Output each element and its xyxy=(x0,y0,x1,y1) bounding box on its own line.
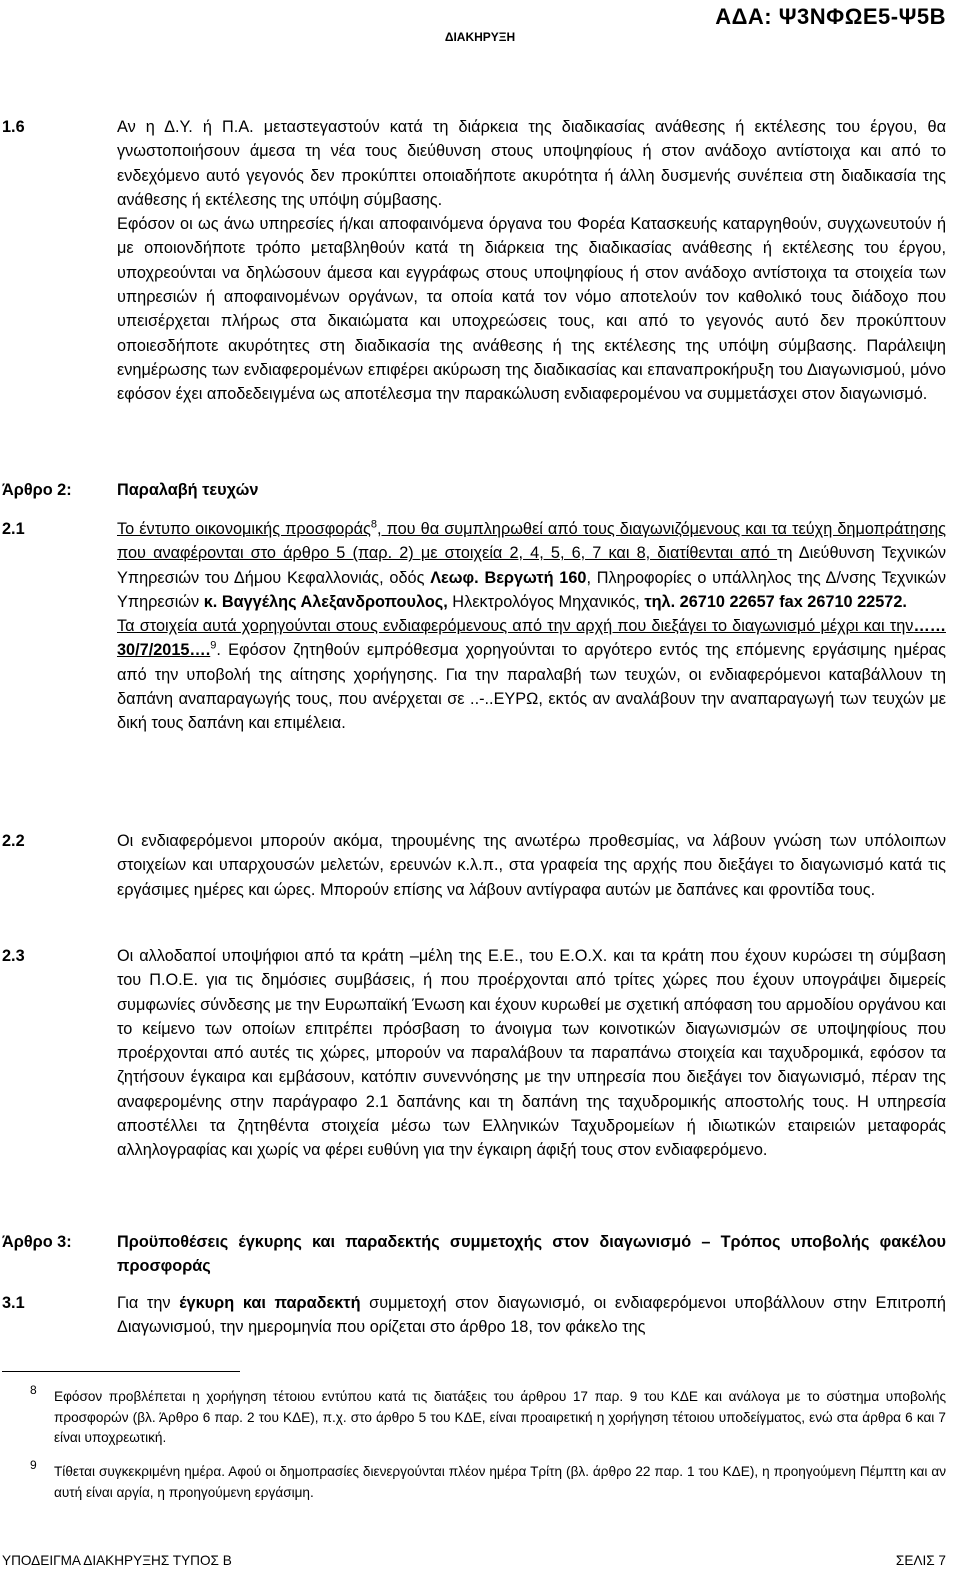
contact-person: κ. Βαγγέλης Αλεξανδροπουλος, xyxy=(203,592,448,611)
section-2-1-paragraph-1 xyxy=(117,517,946,614)
footnote-divider xyxy=(2,1371,240,1372)
article-3-title: Προϋποθέσεις έγκυρης και παραδεκτής συμμετοχής στον διαγωνισμό – Τρόπος υποβολής φακέλου προσφοράς xyxy=(117,1233,946,1276)
footnote-9-number: 9 xyxy=(30,1458,37,1472)
directorate-text: τη Διεύθυνση Τεχνικών Υπηρεσιών του Δήμου Κεφαλλονιάς, οδός xyxy=(117,544,946,587)
section-1-6 xyxy=(117,115,946,407)
article-2-title: Παραλαβή τευχών xyxy=(117,481,259,499)
footnote-8-text: Εφόσον προβλέπεται η χορήγηση τέτοιου εντύπου κατά τις διατάξεις του άρθρου 17 παρ. 9 του ΚΔΕ και ανάλογα με το σύστημα υποβολής προσφορών (βλ. Άρθρο 6 παρ. 2 του ΚΔΕ), π.χ. στο άρθρο 5 του ΚΔΕ, είναι προαιρετική η χορήγηση τέτοιου υποδείγματος, ενώ στα άρθρα 6 και 7 είναι υποχρεωτική. xyxy=(54,1389,946,1445)
deadline-date: ……30/7/2015…. xyxy=(117,617,946,660)
article-3-label: Άρθρο 3: xyxy=(2,1233,72,1251)
section-1-6-paragraph-2: Εφόσον οι ως άνω υπηρεσίες ή/και αποφαινόμενα όργανα του Φορέα Κατασκευής καταργηθούν, συγχωνευτούν ή με οποιονδήποτε τρόπο μεταβληθούν κατά τη διάρκεια της διαδικασίας ανάθεσης ή εκτέλεσης του έργου, υποχρεούνται να δηλώσουν άμεσα και εγγράφως στους υποψηφίους ή στον ανάδοχο αντίστοιχα τα στοιχεία των υπηρεσιών ή αποφαινομένων οργάνων, τα οποία κατά τον νόμο αποτελούν τον καθολικό τους διάδοχο που υπεισέρχεται πλήρως στα δικαιώματα και υποχρεώσεις τους, και από το γεγονός αυτό δεν προκύπτουν οποιεσδήποτε ακυρότητες στη διαδικασία της ανάθεσης ή της εκτέλεσης της υπόψη σύμβασης. Παράλειψη ενημέρωσης των ενδιαφερομένων επιφέρει ακύρωση της διαδικασίας και επαναπροκήρυξη του Διαγωνισμού, μόνο εφόσον έχει αποδεδειγμένα ως αποτέλεσμα την παρακώλυση ενδιαφερομένου να συμμετάσχει στον διαγωνισμό. xyxy=(117,215,946,404)
street-address: Λεωφ. Βεργωτή 160 xyxy=(430,568,587,587)
document-subtitle: ΔΙΑΚΗΡΥΞΗ xyxy=(444,30,516,44)
article-2-label: Άρθρο 2: xyxy=(2,481,72,499)
section-number-3-1: 3.1 xyxy=(2,1294,25,1312)
section-number-2-3: 2.3 xyxy=(2,947,25,965)
contact-role: Ηλεκτρολόγος Μηχανικός, xyxy=(447,592,645,611)
section-2-2: Οι ενδιαφερόμενοι μπορούν ακόμα, τηρουμένης της ανωτέρω προθεσμίας, να λάβουν γνώση των υπόλοιπων στοιχείων και υπαρχουσών μελετών, ερευνών κ.λ.π., στα γραφεία της αρχής που διεξάγει το διαγωνισμό κατά τις εργάσιμες ημέρες και ώρες. Μπορούν επίσης να λάβουν αντίγραφα αυτών με δαπάνες και φροντίδα τους. xyxy=(117,832,946,899)
ada-code: ΑΔΑ: Ψ3ΝΦΩΕ5-Ψ5Β xyxy=(715,4,946,29)
footer-document-type: ΥΠΟΔΕΙΓΜΑ ΔΙΑΚΗΡΥΞΗΣ ΤΥΠΟΣ Β xyxy=(2,1553,232,1568)
phone-fax: τηλ. 26710 22657 fax 26710 22572. xyxy=(644,592,907,611)
section-2-1 xyxy=(117,517,946,736)
section-1-6-paragraph-1: Αν η Δ.Υ. ή Π.Α. μεταστεγαστούν κατά τη διάρκεια της διαδικασίας ανάθεσης ή εκτέλεσης του έργου, θα γνωστοποιήσουν άμεσα τη νέα τους διεύθυνση στους υποψηφίους ή στον ανάδοχο αντίστοιχα και από το ενδεχόμενο αυτό γεγονός δεν προκύπτει οποιαδήποτε ακυρότητα ή άλλη δυσμενής συνέπεια στη διαδικασία της ανάθεσης ή εκτέλεσης της υπόψη σύμβασης. xyxy=(117,118,946,209)
footer-page-number: ΣΕΛΙΣ 7 xyxy=(895,1553,946,1568)
section-2-3: Οι αλλοδαποί υποψήφιοι από τα κράτη –μέλη της Ε.Ε., του Ε.Ο.Χ. και τα κράτη που έχουν κυρώσει τη σύμβαση του Π.Ο.Ε. για τις δημόσιες συμβάσεις, ή που προέρχονται από τρίτες χώρες που έχουν υπογράψει διμερείς συμφωνίες σύνδεσης με την Ευρωπαϊκή Ένωση και έχουν κυρωθεί με σχετική απόφαση του αρμοδίου οργάνου και το κείμενο των οποίων επιτρέπει πρόσβαση το άνοιγμα των κοινοτικών διαγωνισμών σε υποψηφίους που προέρχονται από αυτές τις χώρες, μπορούν να παραλάβουν τα παραπάνω στοιχεία και ταχυδρομικά, εφόσον τα ζητήσουν έγκαιρα και εμβάσουν, κατόπιν συνεννόησης με την υπηρεσία που διεξάγει τον διαγωνισμό, πέραν της αναφερομένης στην παράγραφο 2.1 δαπάνης και τη δαπάνη της ταχυδρομικής αποστολής τους. Η υπηρεσία αποστέλλει τα ζητηθέντα στοιχεία μέσω των Ελληνικών Ταχυδρομείων ή ιδιωτικών εταιρειών μεταφοράς αλληλογραφίας και χωρίς να φέρει ευθύνη για την έγκαιρη άφιξή τους στον ενδιαφερόμενο. xyxy=(117,947,946,1160)
section-3-1-text-a: Για την xyxy=(117,1294,180,1312)
section-3-1-bold: έγκυρη και παραδεκτή xyxy=(179,1294,361,1312)
delivery-text: . Εφόσον ζητηθούν εμπρόθεσμα χορηγούνται το αργότερο εντός της επόμενης εργάσιμης ημέρας από την υποβολή της αίτησης χορήγησης. Για την παραλαβή των τευχών, οι ενδιαφερόμενοι καταβάλλουν τη δαπάνη αναπαραγωγής τους, που ανέρχεται σε ..-..ΕΥΡΩ, εκτός αν αναλάβουν την αναπαραγωγή των τευχών με δική τους δαπάνη και επιμέλεια. xyxy=(117,641,946,733)
footnote-ref-8: 8 xyxy=(370,518,377,531)
section-2-1-paragraph-2 xyxy=(117,614,946,735)
info-text: , Πληροφορίες ο υπάλληλος της Δ/νσης Τεχνικών Υπηρεσιών xyxy=(117,568,946,611)
section-3-1-text-b: συμμετοχή στον διαγωνισμό, οι ενδιαφερόμενοι υποβάλλουν στην Επιτροπή Διαγωνισμού, την ημερομηνία που ορίζεται στο άρθρο 18, τον φάκελο της xyxy=(117,1294,946,1337)
offer-form-text: Το έντυπο οικονομικής προσφοράς xyxy=(117,520,371,538)
footnote-8-number: 8 xyxy=(30,1383,37,1397)
section-number-1-6: 1.6 xyxy=(2,118,25,136)
documents-text: , που θα συμπληρωθεί από τους διαγωνιζόμενους και τα τεύχη δημοπράτησης που αναφέρονται στο άρθρο 5 (παρ. 2) με στοιχεία 2, 4, 5, 6, 7 και 8, διατίθενται από xyxy=(117,520,946,563)
section-3-1 xyxy=(117,1291,946,1340)
footnote-9-text: Τίθεται συγκεκριμένη ημέρα. Αφού οι δημοπρασίες διενεργούνται πλέον ημέρα Τρίτη (βλ. άρθρο 22 παρ. 1 του ΚΔΕ), η προηγούμενη Πέμπτη και αν αυτή είναι αργία, η προηγούμενη εργάσιμη. xyxy=(54,1464,946,1500)
section-number-2-1: 2.1 xyxy=(2,520,25,538)
footnote-ref-9: 9 xyxy=(210,640,217,653)
availability-text: Τα στοιχεία αυτά χορηγούνται στους ενδιαφερόμενους από την αρχή που διεξάγει το διαγωνισμό μέχρι και την xyxy=(117,617,914,636)
section-number-2-2: 2.2 xyxy=(2,832,25,850)
